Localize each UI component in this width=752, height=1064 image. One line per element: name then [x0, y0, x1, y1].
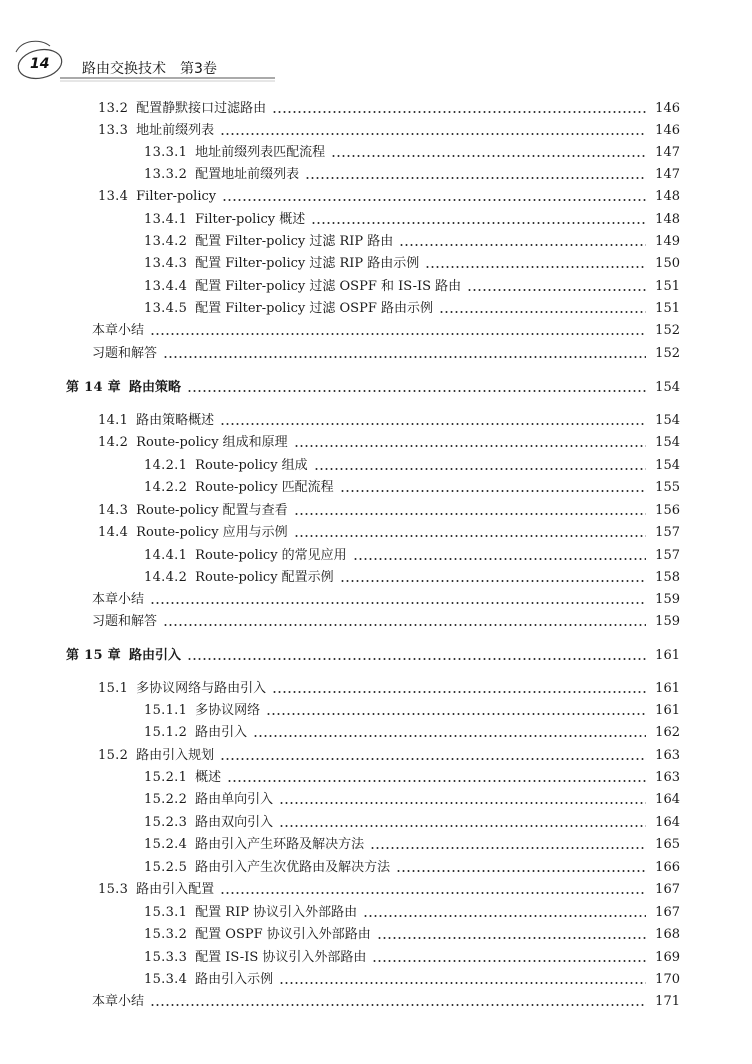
toc-page-number: 152 [655, 323, 680, 338]
toc-entry [92, 320, 680, 342]
dot-leader [331, 155, 646, 157]
toc-entry [98, 745, 680, 767]
toc-section-title: 配置地址前缀列表 [195, 167, 300, 182]
page-header [0, 0, 752, 90]
toc-section-number: 14.2.2 [144, 480, 188, 495]
toc-entry [144, 455, 680, 477]
toc-section-title: Filter-policy [136, 189, 217, 204]
toc-section-title: 地址前缀列表匹配流程 [195, 145, 326, 160]
dot-leader [396, 870, 646, 872]
toc-entry [144, 567, 680, 589]
toc-page-number: 165 [655, 837, 680, 852]
toc-section-title: 路由双向引入 [195, 815, 274, 830]
toc-page-number: 146 [655, 123, 680, 138]
toc-page-number: 148 [655, 212, 680, 227]
toc-page-number: 152 [655, 346, 680, 361]
toc-section-title: 路由单向引入 [195, 792, 274, 807]
dot-leader [294, 445, 646, 447]
toc-page-number: 146 [655, 101, 680, 116]
toc-section-title: 配置 IS-IS 协议引入外部路由 [195, 950, 367, 965]
toc-section-number: 14.1 [98, 413, 129, 428]
toc-section-title: 概述 [195, 770, 222, 785]
toc-page-number: 156 [655, 503, 680, 518]
toc-entry [98, 120, 680, 142]
toc-section-title: 配置 Filter-policy 过滤 RIP 路由示例 [195, 256, 420, 271]
dot-leader [163, 356, 646, 358]
toc-entry [98, 879, 680, 901]
toc-page-number: 164 [655, 792, 680, 807]
toc-page-number: 169 [655, 950, 680, 965]
dot-leader [399, 244, 646, 246]
dot-leader [187, 390, 646, 392]
toc-chapter-entry [66, 645, 680, 667]
toc-section-number: 13.4 [98, 189, 129, 204]
dot-leader [222, 199, 646, 201]
dot-leader [266, 713, 646, 715]
toc-entry [92, 991, 680, 1013]
toc-page-number: 149 [655, 234, 680, 249]
toc-page-number: 171 [655, 994, 680, 1009]
toc-section-title: 习题和解答 [92, 346, 158, 361]
toc-page-number: 150 [655, 256, 680, 271]
dot-leader [163, 624, 646, 626]
toc-entry [92, 343, 680, 365]
toc-entry [144, 142, 680, 164]
toc-section-title: 路由引入 [195, 725, 248, 740]
toc-section-title: 多协议网络 [195, 703, 261, 718]
dot-leader [220, 133, 646, 135]
toc-section-number: 13.4.1 [144, 212, 188, 227]
dot-leader [227, 780, 646, 782]
toc-section-title: 配置静默接口过滤路由 [136, 101, 267, 116]
toc-section-title: 路由引入产生环路及解决方法 [195, 837, 365, 852]
dot-leader [467, 289, 646, 291]
toc-page-number: 170 [655, 972, 680, 987]
toc-entry [144, 164, 680, 186]
toc-section-number: 15.2.4 [144, 837, 188, 852]
dot-leader [150, 333, 646, 335]
dot-leader [340, 490, 646, 492]
toc-section-number: 第 15 章 [66, 648, 121, 663]
toc-entry [98, 500, 680, 522]
toc-section-title: Filter-policy 概述 [195, 212, 306, 227]
page-number: 14 [30, 56, 50, 72]
toc-entry [98, 432, 680, 454]
toc-page-number: 154 [655, 380, 680, 395]
toc-entry [144, 253, 680, 275]
toc-section-title: Route-policy 应用与示例 [136, 525, 288, 540]
dot-leader [314, 468, 646, 470]
toc-section-title: 路由引入 [128, 648, 181, 663]
toc-entry [144, 722, 680, 744]
toc-section-number: 15.3.3 [144, 950, 188, 965]
toc-entry [144, 834, 680, 856]
toc-page-number: 147 [655, 145, 680, 160]
toc-section-number: 14.2.1 [144, 458, 188, 473]
toc-entry [98, 410, 680, 432]
dot-leader [372, 960, 646, 962]
toc-entry [144, 969, 680, 991]
toc-section-number: 14.2 [98, 435, 129, 450]
toc-section-number: 15.3.4 [144, 972, 188, 987]
toc-entry [98, 98, 680, 120]
toc-section-number: 15.1 [98, 681, 129, 696]
toc-page-number: 167 [655, 882, 680, 897]
dot-leader [439, 311, 646, 313]
toc-page-number: 147 [655, 167, 680, 182]
toc-section-title: 多协议网络与路由引入 [136, 681, 267, 696]
dot-leader [220, 423, 646, 425]
toc-page-number: 154 [655, 435, 680, 450]
toc-page-number: 159 [655, 592, 680, 607]
book-title: 路由交换技术 [82, 61, 166, 77]
toc-section-title: Route-policy 组成 [195, 458, 308, 473]
toc-section-title: Route-policy 配置与查看 [136, 503, 288, 518]
toc-entry [144, 276, 680, 298]
dot-leader [340, 580, 646, 582]
toc-section-title: 路由引入产生次优路由及解决方法 [195, 860, 391, 875]
toc-entry [144, 857, 680, 879]
toc-section-number: 15.1.2 [144, 725, 188, 740]
toc-section-number: 15.3.2 [144, 927, 188, 942]
toc-section-number: 15.3.1 [144, 905, 188, 920]
toc-section-number: 14.4.1 [144, 548, 188, 563]
toc-page-number: 157 [655, 548, 680, 563]
dot-leader [150, 1004, 646, 1006]
toc-section-title: 配置 Filter-policy 过滤 RIP 路由 [195, 234, 394, 249]
toc-page-number: 163 [655, 770, 680, 785]
volume-label: 第3卷 [180, 61, 217, 77]
dot-leader [272, 691, 646, 693]
toc-section-title: 路由引入配置 [136, 882, 215, 897]
dot-leader [220, 892, 646, 894]
toc-entry [144, 902, 680, 924]
toc-page-number: 161 [655, 681, 680, 696]
toc-section-number: 13.4.4 [144, 279, 188, 294]
dot-leader [220, 758, 646, 760]
toc-section-number: 第 14 章 [66, 380, 121, 395]
toc-section-number: 13.3 [98, 123, 129, 138]
toc-section-number: 15.2.3 [144, 815, 188, 830]
toc-entry [144, 947, 680, 969]
toc-page-number: 155 [655, 480, 680, 495]
dot-leader [370, 847, 646, 849]
toc-page-number: 164 [655, 815, 680, 830]
toc-section-number: 13.4.2 [144, 234, 188, 249]
toc-section-title: 路由引入示例 [195, 972, 274, 987]
toc-section-title: 本章小结 [92, 592, 145, 607]
toc-section-title: 路由引入规划 [136, 748, 215, 763]
toc-section-number: 15.3 [98, 882, 129, 897]
toc-entry [144, 231, 680, 253]
toc-entry [144, 700, 680, 722]
dot-leader [425, 266, 646, 268]
dot-leader [305, 177, 646, 179]
toc-entry [144, 477, 680, 499]
toc-section-title: 习题和解答 [92, 614, 158, 629]
toc-entry [98, 678, 680, 700]
toc-section-title: 配置 RIP 协议引入外部路由 [195, 905, 358, 920]
toc-section-number: 13.4.5 [144, 301, 188, 316]
toc-page-number: 151 [655, 279, 680, 294]
toc-chapter-entry [66, 377, 680, 399]
running-header [82, 58, 217, 78]
toc-section-title: 配置 Filter-policy 过滤 OSPF 和 IS-IS 路由 [195, 279, 462, 294]
toc-entry [92, 611, 680, 633]
toc-entry [144, 545, 680, 567]
toc-page-number: 163 [655, 748, 680, 763]
toc-section-title: 地址前缀列表 [136, 123, 215, 138]
dot-leader [279, 825, 646, 827]
toc-entry [144, 924, 680, 946]
toc-section-number: 13.3.1 [144, 145, 188, 160]
dot-leader [150, 602, 646, 604]
toc-entry [144, 298, 680, 320]
toc-section-title: Route-policy 配置示例 [195, 570, 334, 585]
toc-section-number: 15.2 [98, 748, 129, 763]
toc-section-number: 13.2 [98, 101, 129, 116]
toc-page-number: 162 [655, 725, 680, 740]
toc-section-number: 15.2.2 [144, 792, 188, 807]
toc-section-number: 15.1.1 [144, 703, 188, 718]
toc-section-number: 13.4.3 [144, 256, 188, 271]
toc-section-title: Route-policy 匹配流程 [195, 480, 334, 495]
toc-section-title: 配置 Filter-policy 过滤 OSPF 路由示例 [195, 301, 433, 316]
toc-entry [144, 767, 680, 789]
toc-page-number: 159 [655, 614, 680, 629]
dot-leader [253, 735, 646, 737]
dot-leader [363, 915, 646, 917]
toc-section-title: Route-policy 的常见应用 [195, 548, 347, 563]
dot-leader [311, 222, 646, 224]
toc-section-title: Route-policy 组成和原理 [136, 435, 288, 450]
toc-section-number: 14.4 [98, 525, 129, 540]
toc-section-number: 14.4.2 [144, 570, 188, 585]
toc-page-number: 161 [655, 648, 680, 663]
toc-page-number: 154 [655, 458, 680, 473]
toc-entry [98, 186, 680, 208]
toc-entry [144, 209, 680, 231]
dot-leader [272, 111, 646, 113]
toc-entry [144, 812, 680, 834]
toc-section-title: 本章小结 [92, 994, 145, 1009]
toc-page-number: 168 [655, 927, 680, 942]
toc-page-number: 167 [655, 905, 680, 920]
dot-leader [187, 658, 646, 660]
toc-section-title: 配置 OSPF 协议引入外部路由 [195, 927, 371, 942]
toc-entry [144, 789, 680, 811]
dot-leader [279, 982, 646, 984]
toc-entry [92, 589, 680, 611]
toc-page-number: 158 [655, 570, 680, 585]
toc-page-number: 154 [655, 413, 680, 428]
toc-entry [98, 522, 680, 544]
dot-leader [279, 802, 646, 804]
toc-section-number: 13.3.2 [144, 167, 188, 182]
dot-leader [294, 535, 646, 537]
toc-section-title: 本章小结 [92, 323, 145, 338]
dot-leader [294, 513, 646, 515]
toc-section-number: 15.2.5 [144, 860, 188, 875]
toc-page-number: 166 [655, 860, 680, 875]
toc-page-number: 151 [655, 301, 680, 316]
dot-leader [377, 937, 646, 939]
toc-section-number: 15.2.1 [144, 770, 188, 785]
toc-section-title: 路由策略 [128, 380, 181, 395]
dot-leader [353, 558, 646, 560]
toc-section-title: 路由策略概述 [136, 413, 215, 428]
toc-section-number: 14.3 [98, 503, 129, 518]
toc-page-number: 161 [655, 703, 680, 718]
toc-page-number: 148 [655, 189, 680, 204]
toc-page-number: 157 [655, 525, 680, 540]
